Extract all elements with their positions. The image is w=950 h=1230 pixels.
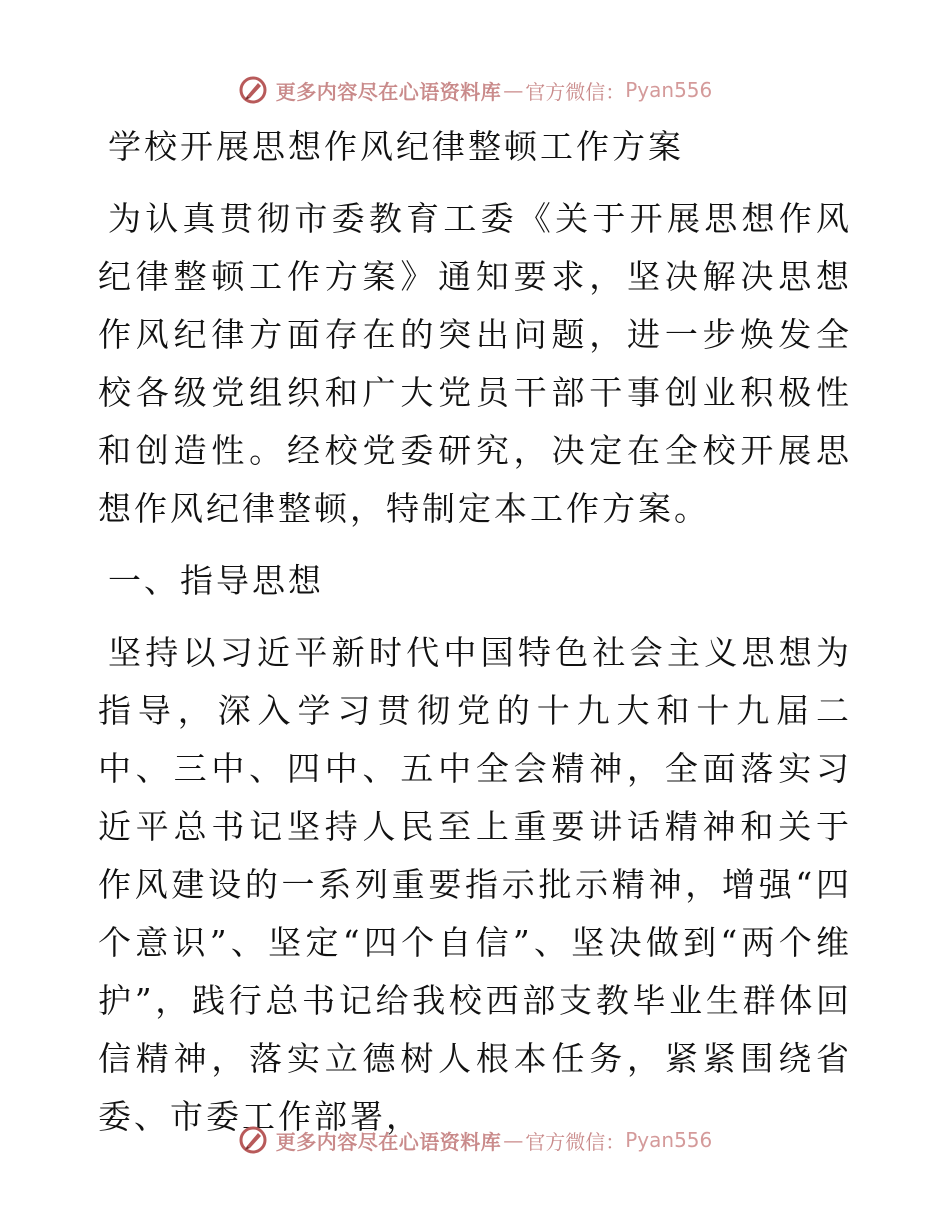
footer-banner <box>0 1120 950 1160</box>
seal-pen-icon <box>238 1125 268 1155</box>
section-paragraph: 坚持以习近平新时代中国特色社会主义思想为指导，深入学习贯彻党的十九大和十九届二中、三中、四中、五中全会精神，全面落实习近平总书记坚持人民至上重要讲话精神和关于作风建设的一系列重要指示批示精神，增强“四个意识”、坚定“四个自信”、坚决做到“两个维护”，践行总书记给我校西部支教毕业生群体回信精神，落实立德树人根本任务，紧紧围绕省委、市委工作部署， <box>98 633 852 1136</box>
banner-separator: — <box>503 1128 524 1152</box>
document-title: 学校开展思想作风纪律整顿工作方案 <box>108 127 684 166</box>
section-heading: 一、指导思想 <box>108 561 324 600</box>
banner-sub-text: 官方微信： <box>525 79 626 104</box>
banner-sub-text: 官方微信： <box>525 1129 626 1154</box>
banner-wechat-id: Pyan556 <box>625 78 713 102</box>
banner-wechat-id: Pyan556 <box>625 1128 713 1152</box>
document-body <box>98 118 852 1146</box>
banner-main-text: 更多内容尽在心语资料库 <box>275 79 502 104</box>
banner-main-text: 更多内容尽在心语资料库 <box>275 1129 502 1154</box>
banner-separator: — <box>503 78 524 102</box>
intro-paragraph: 为认真贯彻市委教育工委《关于开展思想作风纪律整顿工作方案》通知要求，坚决解决思想作风纪律方面存在的突出问题，进一步焕发全校各级党组织和广大党员干部干事创业积极性和创造性。经校党委研究，决定在全校开展思想作风纪律整顿，特制定本工作方案。 <box>98 199 852 528</box>
seal-pen-icon <box>238 75 268 105</box>
header-banner <box>0 70 950 110</box>
